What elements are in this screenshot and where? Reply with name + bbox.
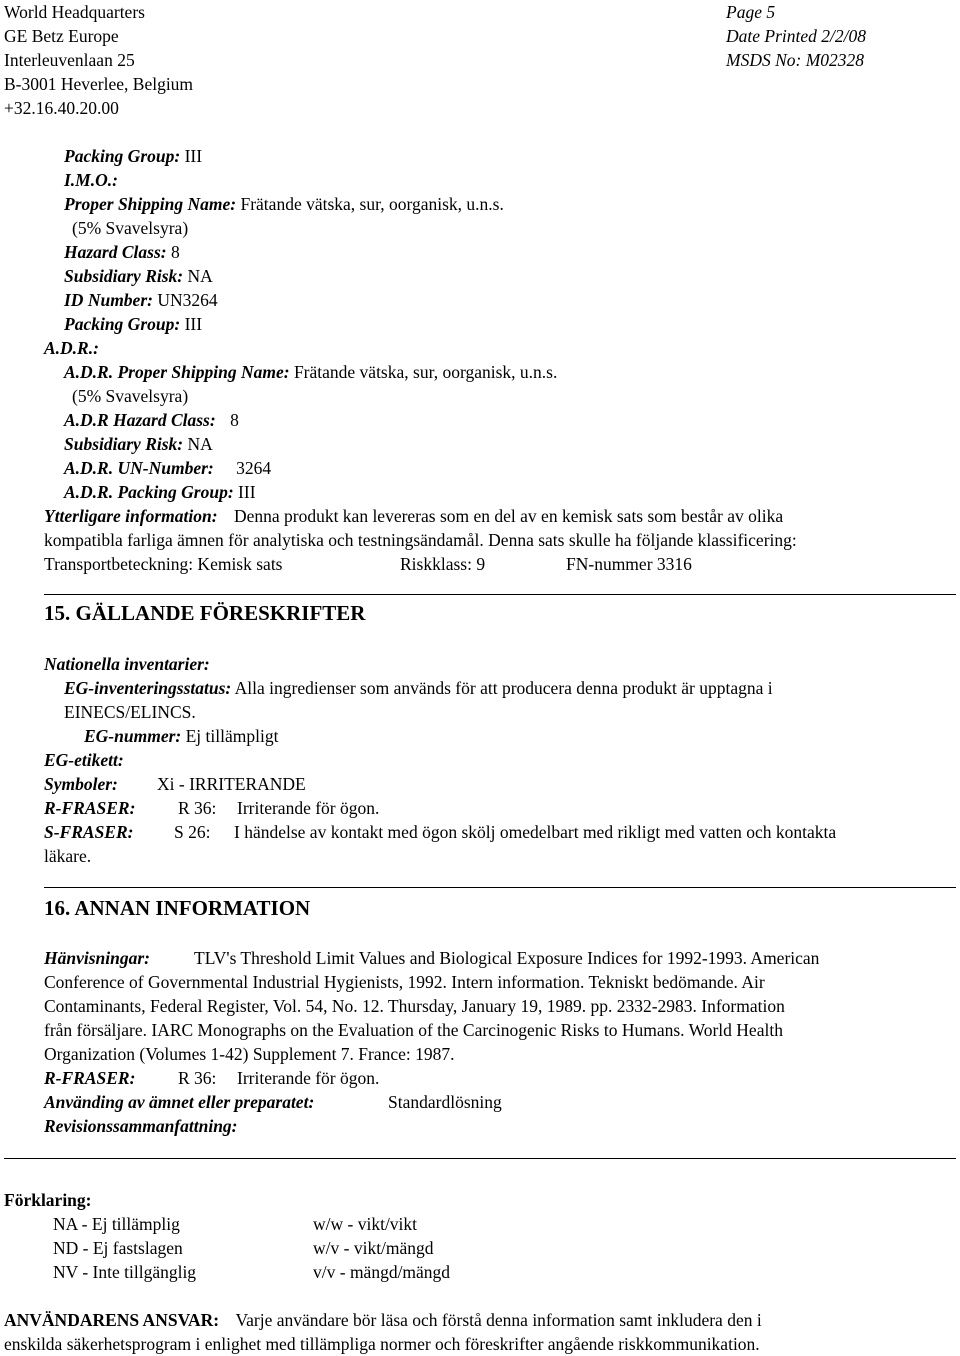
packing-group-value: III bbox=[184, 146, 203, 166]
header-line-4: B-3001 Heverlee, Belgium bbox=[4, 74, 194, 94]
adr-un-number-value: 3264 bbox=[236, 458, 272, 478]
header-line-3: Interleuvenlaan 25 bbox=[4, 50, 135, 70]
s-phrase-code: S 26: bbox=[174, 822, 211, 842]
s-phrase-text: I händelse av kontakt med ögon skölj omedelbart med rikligt med vatten och kontakta bbox=[234, 822, 837, 842]
eg-number-row bbox=[84, 724, 278, 748]
references-line-5: Organization (Volumes 1-42) Supplement 7. France: 1987. bbox=[44, 1044, 455, 1064]
imo-hazard-class-row bbox=[64, 240, 180, 264]
references-line-4: från försäljare. IARC Monographs on the Evaluation of the Carcinogenic Risks to Humans. World Health bbox=[44, 1020, 783, 1040]
date-printed: Date Printed 2/2/08 bbox=[726, 26, 866, 46]
imo-shipping-name-label: Proper Shipping Name: bbox=[64, 194, 237, 214]
legend-item: w/v - vikt/mängd bbox=[313, 1238, 434, 1258]
additional-info-line-3b: Riskklass: 9 bbox=[400, 554, 486, 574]
user-responsibility-line-2: enskilda säkerhetsprogram i enlighet med tillämpliga normer och föreskrifter angående riskkommunikation. bbox=[4, 1334, 760, 1354]
s-phrases-label: S-FRASER: bbox=[44, 822, 134, 842]
user-responsibility-label: ANVÄNDARENS ANSVAR: bbox=[4, 1310, 220, 1330]
eg-number-value: Ej tillämpligt bbox=[185, 726, 279, 746]
r-phrase-text: Irriterande för ögon. bbox=[237, 798, 380, 818]
references-label: Hänvisningar: bbox=[44, 948, 150, 968]
references-line-1: TLV's Threshold Limit Values and Biological Exposure Indices for 1992-1993. American bbox=[194, 948, 820, 968]
header-line-2: GE Betz Europe bbox=[4, 26, 119, 46]
adr-packing-group-value: III bbox=[238, 482, 256, 502]
additional-info-label: Ytterligare information: bbox=[44, 506, 218, 526]
additional-info-row bbox=[44, 504, 783, 528]
r-phrases-label: R-FRASER: bbox=[44, 798, 136, 818]
legend-title: Förklaring: bbox=[4, 1190, 92, 1210]
section-15-title: 15. GÄLLANDE FÖRESKRIFTER bbox=[44, 601, 366, 625]
adr-shipping-name-row bbox=[64, 360, 557, 384]
s-phrase-cont: läkare. bbox=[44, 846, 92, 866]
revision-summary-label: Revisionssammanfattning: bbox=[44, 1116, 238, 1136]
eg-status-cont: EINECS/ELINCS. bbox=[64, 702, 196, 722]
legend-item: ND - Ej fastslagen bbox=[53, 1238, 183, 1258]
packing-group-row bbox=[64, 144, 202, 168]
imo-id-number-value: UN3264 bbox=[157, 290, 218, 310]
adr-packing-group-label: A.D.R. Packing Group: bbox=[64, 482, 234, 502]
adr-hazard-class-value: 8 bbox=[230, 410, 239, 430]
adr-un-number-label: A.D.R. UN-Number: bbox=[64, 458, 214, 478]
references-line-2: Conference of Governmental Industrial Hygienists, 1992. Intern information. Tekniskt bedömande. Air bbox=[44, 972, 765, 992]
imo-id-number-label: ID Number: bbox=[64, 290, 153, 310]
adr-shipping-name-label: A.D.R. Proper Shipping Name: bbox=[64, 362, 290, 382]
eg-label-heading: EG-etikett: bbox=[44, 750, 124, 770]
adr-hazard-class-label: A.D.R Hazard Class: bbox=[64, 410, 216, 430]
additional-info-line-1: Denna produkt kan levereras som en del av en kemisk sats som består av olika bbox=[233, 506, 784, 526]
eg-status-label: EG-inventeringsstatus: bbox=[64, 678, 232, 698]
imo-hazard-class-label: Hazard Class: bbox=[64, 242, 167, 262]
r-phrase-code-16: R 36: bbox=[178, 1068, 217, 1088]
adr-subsidiary-risk-row bbox=[64, 432, 213, 456]
usage-value: Standardlösning bbox=[388, 1092, 502, 1112]
header-line-5: +32.16.40.20.00 bbox=[4, 98, 119, 118]
imo-packing-group-row bbox=[64, 312, 202, 336]
adr-subsidiary-risk-label: Subsidiary Risk: bbox=[64, 434, 184, 454]
imo-subsidiary-risk-row bbox=[64, 264, 213, 288]
adr-subsidiary-risk-value: NA bbox=[187, 434, 213, 454]
imo-subsidiary-risk-value: NA bbox=[187, 266, 213, 286]
imo-hazard-class-value: 8 bbox=[170, 242, 180, 262]
adr-shipping-name-value: Frätande vätska, sur, oorganisk, u.n.s. bbox=[293, 362, 558, 382]
imo-shipping-name-cont: (5% Svavelsyra) bbox=[72, 218, 189, 238]
imo-shipping-name-value: Frätande vätska, sur, oorganisk, u.n.s. bbox=[240, 194, 504, 214]
imo-heading: I.M.O.: bbox=[64, 170, 118, 190]
symbols-label: Symboler: bbox=[44, 774, 118, 794]
additional-info-line-2: kompatibla farliga ämnen för analytiska och testningsändamål. Denna sats skulle ha följande klassificering: bbox=[44, 530, 797, 550]
national-inventories-label: Nationella inventarier: bbox=[44, 654, 210, 674]
references-line-3: Contaminants, Federal Register, Vol. 54, No. 12. Thursday, January 19, 1989. pp. 2332-2983. Information bbox=[44, 996, 785, 1016]
imo-packing-group-value: III bbox=[184, 314, 203, 334]
imo-packing-group-label: Packing Group: bbox=[64, 314, 181, 334]
user-responsibility-line-1: Varje användare bör läsa och förstå denna information samt inkludera den i bbox=[235, 1310, 762, 1330]
adr-heading: A.D.R.: bbox=[44, 338, 99, 358]
section-16-title: 16. ANNAN INFORMATION bbox=[44, 896, 311, 920]
section-divider bbox=[4, 1158, 956, 1159]
adr-shipping-name-cont: (5% Svavelsyra) bbox=[72, 386, 189, 406]
header-line-1: World Headquarters bbox=[4, 2, 145, 22]
imo-id-number-row bbox=[64, 288, 218, 312]
user-responsibility-row bbox=[4, 1308, 762, 1332]
msds-number: MSDS No: M02328 bbox=[726, 50, 865, 70]
page-number: Page 5 bbox=[726, 2, 776, 22]
imo-subsidiary-risk-label: Subsidiary Risk: bbox=[64, 266, 184, 286]
additional-info-line-3a: Transportbeteckning: Kemisk sats bbox=[44, 554, 283, 574]
section-divider bbox=[44, 594, 956, 595]
imo-shipping-name-row bbox=[64, 192, 504, 216]
legend-item: NV - Inte tillgänglig bbox=[53, 1262, 197, 1282]
section-divider bbox=[44, 887, 956, 888]
eg-status-row bbox=[64, 676, 773, 700]
packing-group-label: Packing Group: bbox=[64, 146, 181, 166]
r-phrase-code: R 36: bbox=[178, 798, 217, 818]
r-phrases-label-16: R-FRASER: bbox=[44, 1068, 136, 1088]
symbols-value: Xi - IRRITERANDE bbox=[157, 774, 306, 794]
adr-packing-group-row bbox=[64, 480, 256, 504]
additional-info-line-3c: FN-nummer 3316 bbox=[566, 554, 692, 574]
eg-number-label: EG-nummer: bbox=[84, 726, 182, 746]
adr-un-number-row bbox=[64, 456, 271, 480]
usage-label: Använding av ämnet eller preparatet: bbox=[44, 1092, 315, 1112]
legend-item: v/v - mängd/mängd bbox=[313, 1262, 451, 1282]
r-phrase-text-16: Irriterande för ögon. bbox=[237, 1068, 380, 1088]
eg-status-value: Alla ingredienser som används för att producera denna produkt är upptagna i bbox=[234, 678, 773, 698]
legend-item: w/w - vikt/vikt bbox=[313, 1214, 418, 1234]
adr-hazard-class-row bbox=[64, 408, 239, 432]
legend-item: NA - Ej tillämplig bbox=[53, 1214, 180, 1234]
